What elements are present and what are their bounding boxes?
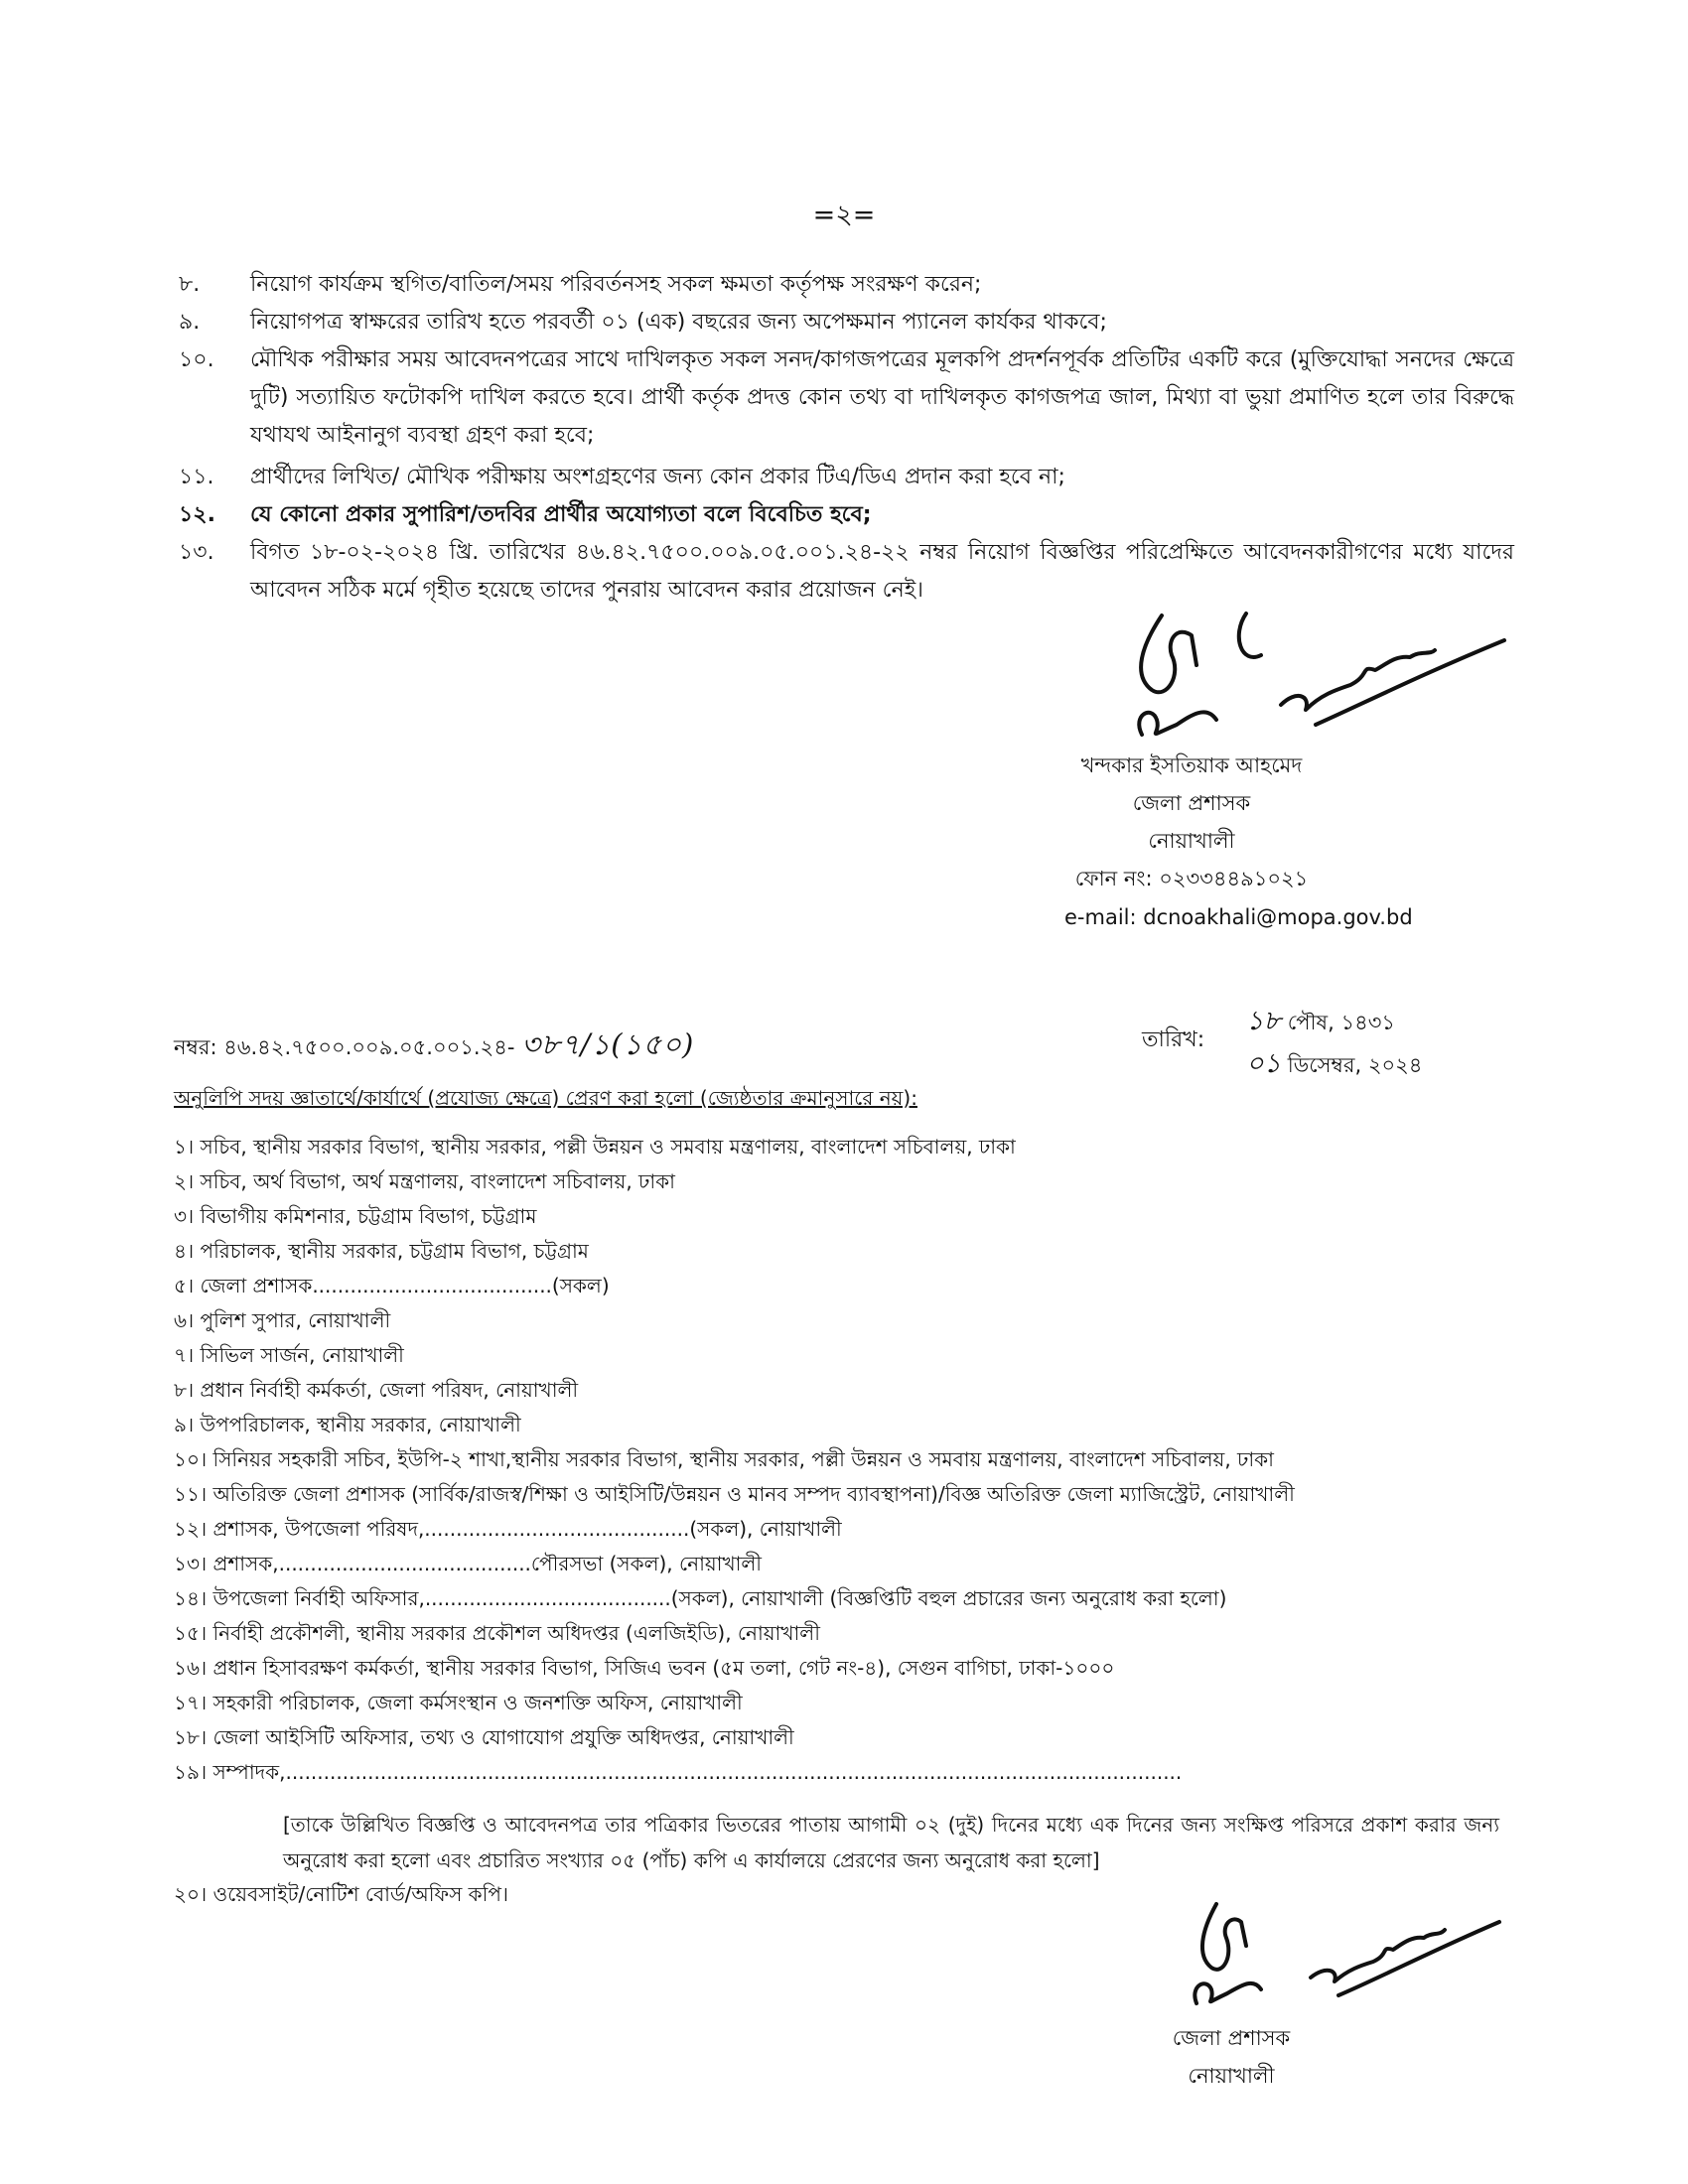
list-item: ২০। ওয়েবসাইট/নোটিশ বোর্ড/অফিস কপি। [174,1882,509,1906]
handwritten-signature [1122,596,1519,745]
clause-11 [179,459,1514,496]
signatory-district: নোয়াখালী [1148,829,1235,853]
clause-number: ৮. [179,272,201,297]
clause-text: প্রার্থীদের লিখিত/ মৌখিক পরীক্ষায় অংশগ্রহণের জন্য কোন প্রকার টিএ/ডিএ প্রদান করা হবে না; [250,465,1065,489]
list-item: ১৫। নির্বাহী প্রকৌশলী, স্থানীয় সরকার প্রকৌশল অধিদপ্তর (এলজিইডি), নোয়াখালী [174,1621,820,1645]
list-item: ১৪। উপজেলা নির্বাহী অফিসার,.......................................(সকল), নোয়াখালী (বিজ্ঞপ্তিটি বহুল প্রচারের জন্য অনুরোধ করা হলো) [174,1586,1227,1610]
list-item: ৭। সিভিল সার্জন, নোয়াখালী [174,1343,404,1367]
clause-text: নিয়োগপত্র স্বাক্ষরের তারিখ হতে পরবর্তী ০১ (এক) বছরের জন্য অপেক্ষমান প্যানেল কার্যকর থাকবে; [250,310,1107,335]
clause-10 [179,341,1514,455]
clause-number: ১২. [179,502,215,527]
clause-8 [179,266,1514,304]
copy-list [174,1130,1494,1790]
memo-date [1246,1001,1422,1086]
handwritten-signature [1182,1886,1509,2010]
date-bangla-month: পৌষ, ১৪৩১ [1287,1011,1395,1034]
clause-text: বিগত ১৮-০২-২০২৪ খ্রি. তারিখের ৪৬.৪২.৭৫০০.০০৯.০৫.০০১.২৪-২২ নম্বর নিয়োগ বিজ্ঞপ্তির পরিপ্রেক্ষিতে আবেদনকারীগণের মধ্যে যাদের আবেদন সঠিক মর্মে গৃহীত হয়েছে তাদের পুনরায় আবেদন করার প্রয়োজন নেই। [250,540,1514,603]
list-item: ৫। জেলা প্রশাসক......................................(সকল) [174,1274,610,1297]
clause-text: নিয়োগ কার্যক্রম স্থগিত/বাতিল/সময় পরিবর্তনসহ সকল ক্ষমতা কর্তৃপক্ষ সংরক্ষণ করেন; [250,272,982,297]
signatory-designation: জেলা প্রশাসক [1172,2026,1291,2050]
signatory-district: নোয়াখালী [1188,2064,1275,2088]
clause-number: ১৩. [179,540,214,565]
clause-number: ১০. [179,347,214,372]
memo-number-handwritten: ৩৮৭/১(১৫০) [521,1027,695,1061]
date-label: তারিখ: [1142,1027,1205,1052]
clause-number: ১১. [179,465,214,489]
list-item: ৮। প্রধান নির্বাহী কর্মকর্তা, জেলা পরিষদ, নোয়াখালী [174,1378,579,1402]
date-english-line [1246,1043,1422,1086]
list-item: ৬। পুলিশ সুপার, নোয়াখালী [174,1308,391,1332]
signature-block-2 [1112,2019,1350,2095]
list-item: ১১। অতিরিক্ত জেলা প্রশাসক (সার্বিক/রাজস্ব/শিক্ষা ও আইসিটি/উন্নয়ন ও মানব সম্পদ ব্যাবস্থাপনা)/বিজ্ঞ অতিরিক্ত জেলা ম্যাজিস্ট্রেট, নোয়াখালী [174,1482,1295,1506]
signature-block [1023,747,1360,897]
clause-number: ৯. [179,310,201,335]
list-item: ১৬। প্রধান হিসাবরক্ষণ কর্মকর্তা, স্থানীয় সরকার বিভাগ, সিজিএ ভবন (৫ম তলা, গেট নং-৪), সেগুন বাগিচা, ঢাকা-১০০০ [174,1656,1115,1680]
clause-9 [179,304,1514,341]
signatory-designation: জেলা প্রশাসক [1132,791,1251,815]
copy-heading: অনুলিপি সদয় জ্ঞাতার্থে/কার্যার্থে (প্রযোজ্য ক্ষেত্রে) প্রেরণ করা হলো (জ্যেষ্ঠতার ক্রমানুসারে নয়): [174,1086,917,1110]
signatory-name: খন্দকার ইসতিয়াক আহমেদ [1080,753,1303,777]
list-item: ১। সচিব, স্থানীয় সরকার বিভাগ, স্থানীয় সরকার, পল্লী উন্নয়ন ও সমবায় মন্ত্রণালয়, বাংলাদেশ সচিবালয়, ঢাকা [174,1135,1016,1159]
date-english-day: ০১ [1246,1048,1282,1079]
memo-number [174,1023,694,1071]
page-number: =২= [812,200,876,230]
copy-note: [তাকে উল্লিখিত বিজ্ঞপ্তি ও আবেদনপত্র তার পত্রিকার ভিতরের পাতায় আগামী ০২ (দুই) দিনের মধ্যে এক দিনের জন্য সংক্ষিপ্ত পরিসরে প্রকাশ করার জন্য অনুরোধ করা হলো এবং প্রচারিত সংখ্যার ০৫ (পাঁচ) কপি এ কার্যালয়ে প্রেরণের জন্য অনুরোধ করা হলো] [283,1813,1499,1872]
list-item: ১২। প্রশাসক, উপজেলা পরিষদ,..........................................(সকল), নোয়াখালী [174,1517,842,1541]
memo-number-label: নম্বর: ৪৬.৪২.৭৫০০.০০৯.০৫.০০১.২৪- [174,1035,515,1059]
list-item: ৩। বিভাগীয় কমিশনার, চট্টগ্রাম বিভাগ, চট্টগ্রাম [174,1204,537,1228]
list-item: ১৩। প্রশাসক,........................................পৌরসভা (সকল), নোয়াখালী [174,1552,763,1575]
clause-12 [179,496,1514,534]
signatory-email: e-mail: dcnoakhali@mopa.gov.bd [1064,905,1413,929]
list-item: ১৯। সম্পাদক,.............................................................................................................................................. [174,1760,1183,1784]
list-item: ১৮। জেলা আইসিটি অফিসার, তথ্য ও যোগাযোগ প্রযুক্তি অধিদপ্তর, নোয়াখালী [174,1725,794,1749]
list-item: ৯। উপপরিচালক, স্থানীয় সরকার, নোয়াখালী [174,1413,521,1436]
date-english-month: ডিসেম্বর, ২০২৪ [1287,1053,1423,1077]
list-item: ১০। সিনিয়র সহকারী সচিব, ইউপি-২ শাখা,স্থানীয় সরকার বিভাগ, স্থানীয় সরকার, পল্লী উন্নয়ন ও সমবায় মন্ত্রণালয়, বাংলাদেশ সচিবালয়, ঢাকা [174,1447,1274,1471]
signatory-phone: ফোন নং: ০২৩৩৪৪৯১০২১ [1074,867,1309,890]
clause-text: যে কোনো প্রকার সুপারিশ/তদবির প্রার্থীর অযোগ্যতা বলে বিবেচিত হবে; [250,502,872,527]
date-bangla-line [1246,1001,1422,1043]
list-item: ৪। পরিচালক, স্থানীয় সরকার, চট্টগ্রাম বিভাগ, চট্টগ্রাম [174,1239,589,1263]
clause-text: মৌখিক পরীক্ষার সময় আবেদনপত্রের সাথে দাখিলকৃত সকল সনদ/কাগজপত্রের মূলকপি প্রদর্শনপূর্বক প্রতিটির একটি করে (মুক্তিযোদ্ধা সনদের ক্ষেত্রে দুটি) সত্যায়িত ফটোকপি দাখিল করতে হবে। প্রার্থী কর্তৃক প্রদত্ত কোন তথ্য বা দাখিলকৃত কাগজপত্র জাল, মিথ্যা বা ভুয়া প্রমাণিত হলে তার বিরুদ্ধে যথাযথ আইনানুগ ব্যবস্থা গ্রহণ করা হবে; [250,347,1514,448]
list-item: ২। সচিব, অর্থ বিভাগ, অর্থ মন্ত্রণালয়, বাংলাদেশ সচিবালয়, ঢাকা [174,1169,675,1193]
list-item: ১৭। সহকারী পরিচালক, জেলা কর্মসংস্থান ও জনশক্তি অফিস, নোয়াখালী [174,1691,743,1714]
date-bangla-day: ১৮ [1246,1006,1282,1036]
